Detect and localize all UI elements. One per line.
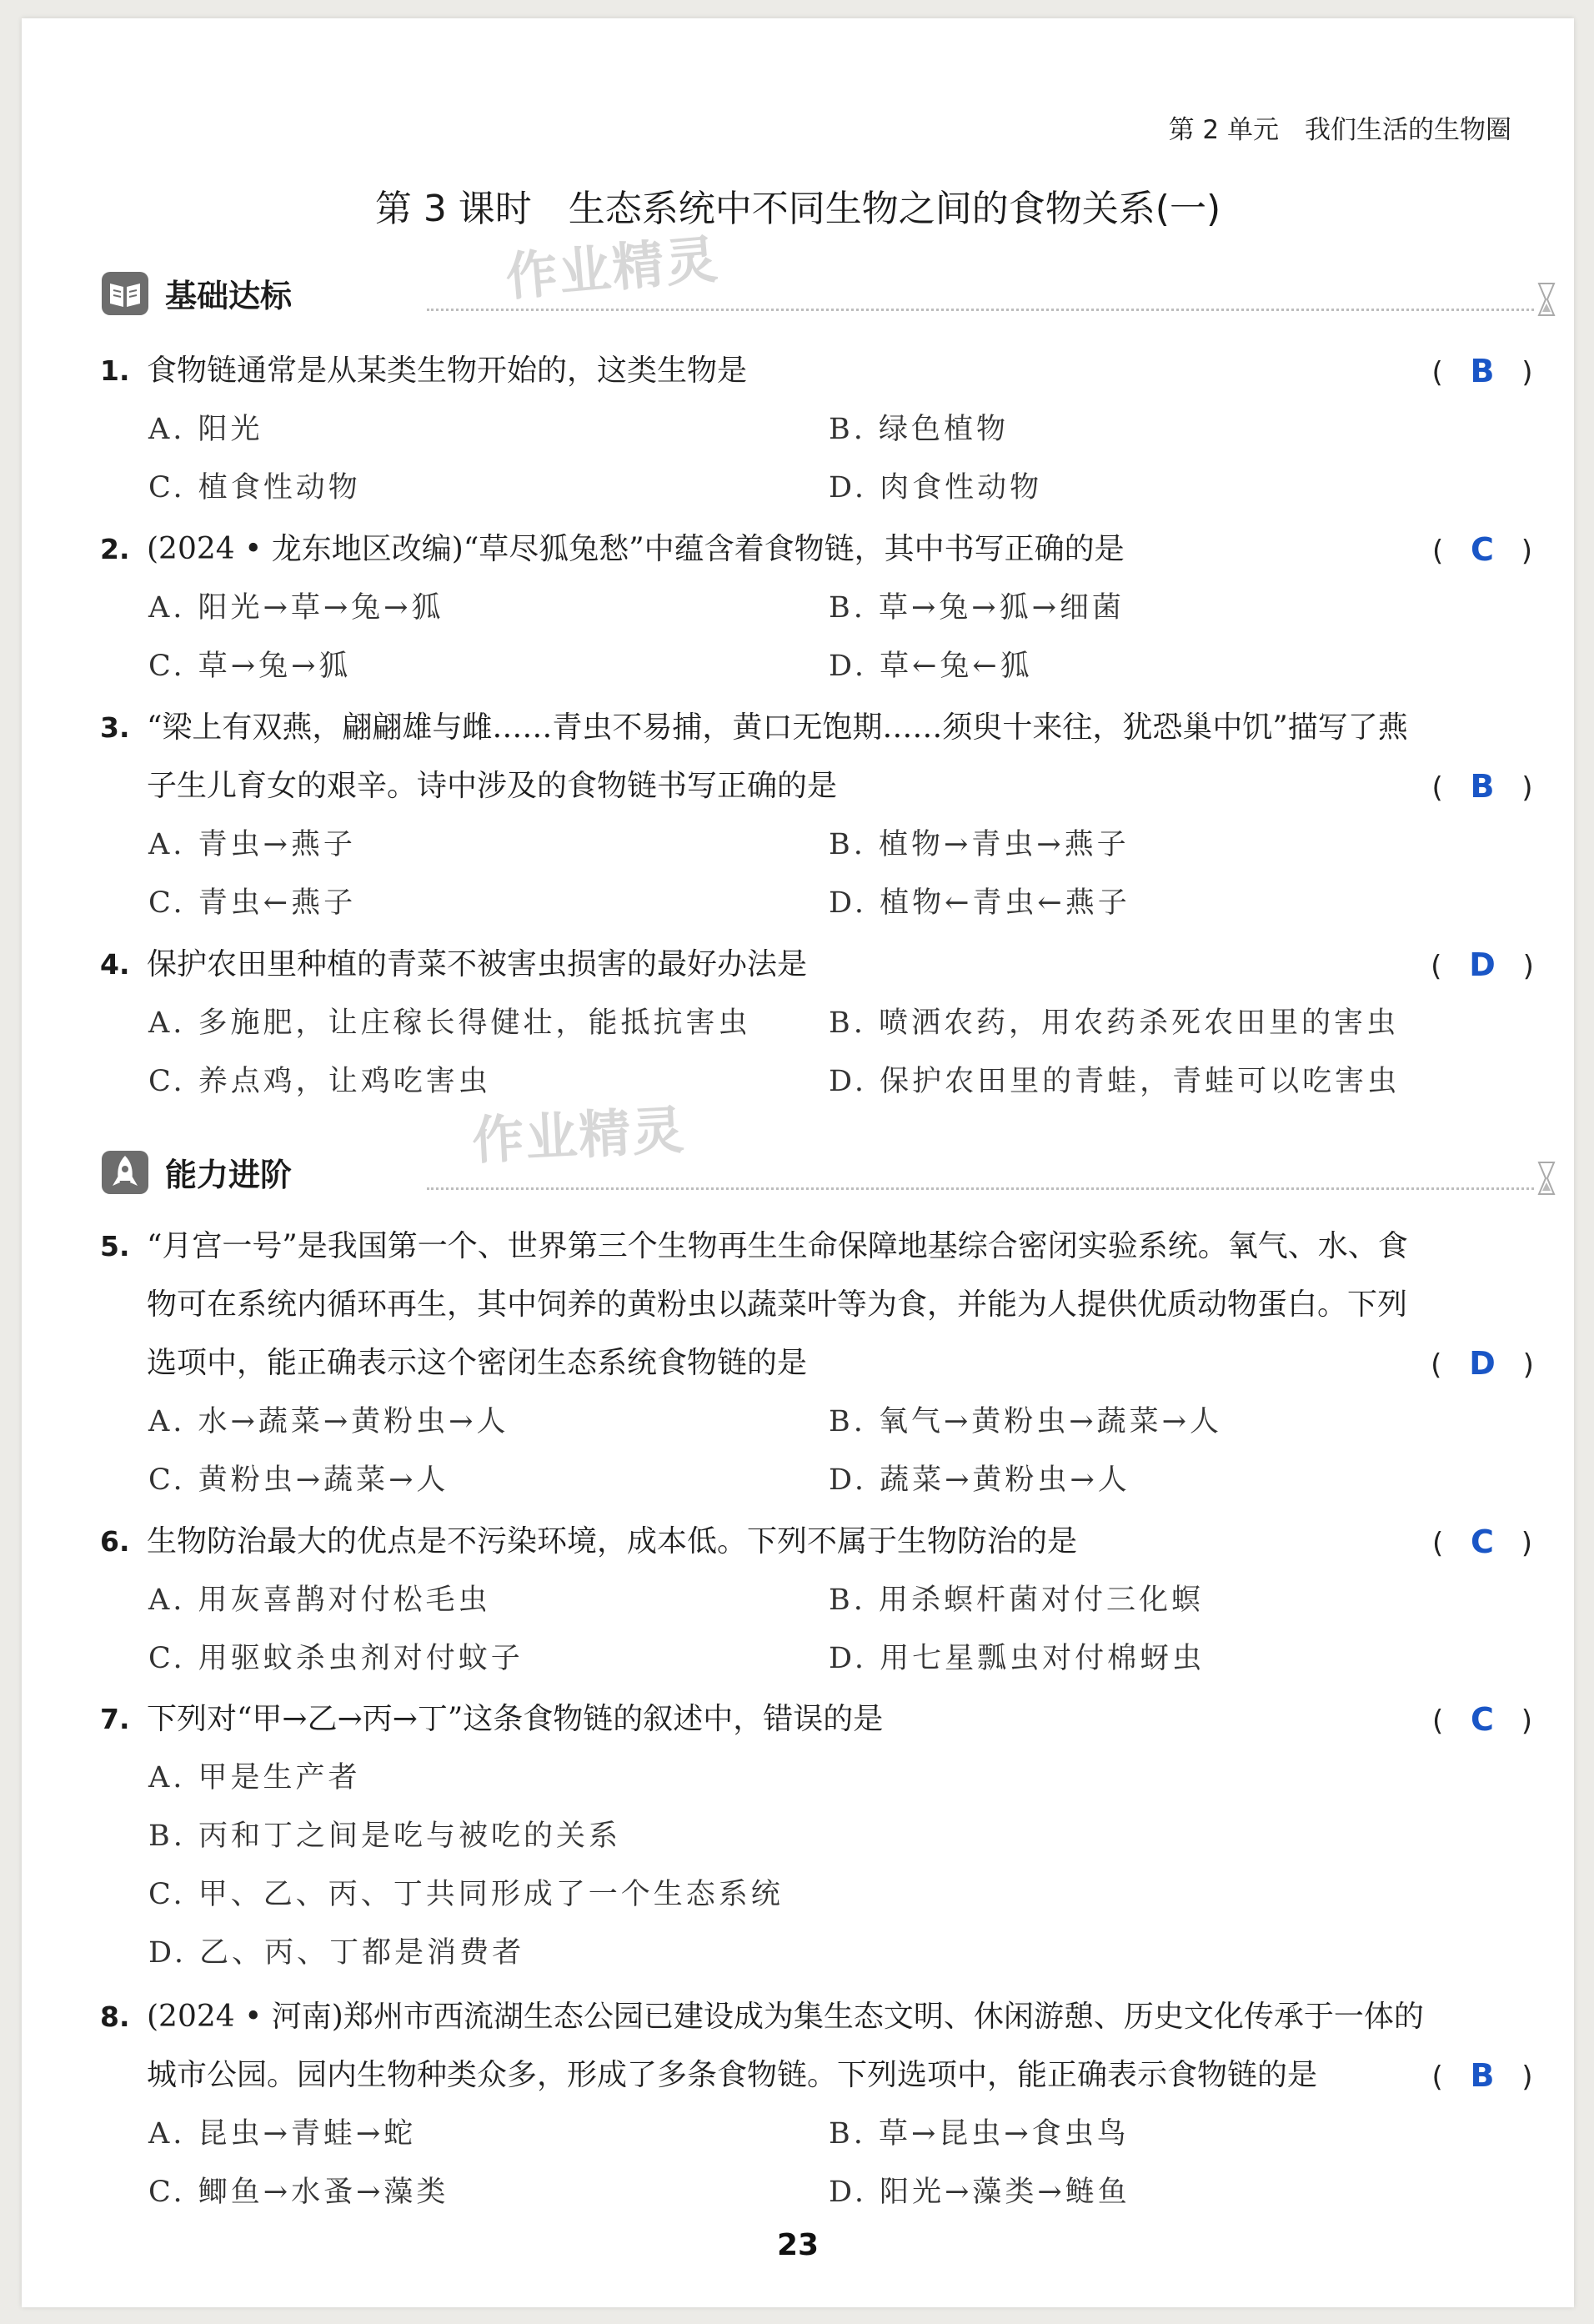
section-divider bbox=[427, 1187, 1534, 1190]
question-5 bbox=[100, 1217, 1534, 1509]
option-b: B. 草→昆虫→食虫鸟 bbox=[829, 2117, 1130, 2151]
answer-value: D bbox=[1469, 1345, 1496, 1382]
question-8 bbox=[100, 1988, 1534, 2221]
question-4 bbox=[100, 936, 1534, 1111]
option-c: C. 青虫←燕子 bbox=[148, 886, 357, 920]
hourglass-icon bbox=[1534, 1159, 1559, 1197]
option-c: C. 鲫鱼→水蚤→藻类 bbox=[148, 2176, 449, 2209]
page-number: 23 bbox=[776, 2228, 820, 2262]
question-3 bbox=[100, 699, 1534, 932]
section-header-basic bbox=[100, 267, 1559, 319]
watermark-logo: 作业精灵 bbox=[503, 228, 722, 308]
option-c: C. 草→兔→狐 bbox=[148, 650, 352, 683]
option-d: D. 阳光→藻类→鲢鱼 bbox=[829, 2176, 1130, 2209]
option-a: A. 阳光 bbox=[148, 413, 263, 446]
lesson-title: 第 3 课时 生态系统中不同生物之间的食物关系(一) bbox=[374, 188, 1221, 230]
question-text: (2024 • 河南)郑州市西流湖生态公园已建设成为集生态文明、休闲游憩、历史文化传承于一体的 bbox=[147, 2000, 1424, 2034]
question-text: 下列对“甲→乙→丙→丁”这条食物链的叙述中，错误的是 bbox=[147, 1702, 884, 1736]
answer-bracket: ( C ) bbox=[1431, 1701, 1533, 1738]
question-7 bbox=[100, 1690, 1534, 1982]
option-d: D. 植物←青虫←燕子 bbox=[829, 886, 1130, 920]
unit-header: 第 2 单元 我们生活的生物圈 bbox=[1168, 115, 1511, 145]
hourglass-icon bbox=[1534, 280, 1559, 319]
question-1 bbox=[100, 342, 1534, 517]
answer-bracket: ( C ) bbox=[1431, 531, 1533, 568]
answer-value: C bbox=[1471, 1701, 1494, 1738]
question-2 bbox=[100, 520, 1534, 695]
question-text: (2024 • 龙东地区改编)“草尽狐兔愁”中蕴含着食物链，其中书写正确的是 bbox=[147, 532, 1125, 566]
option-c: C. 用驱蚊杀虫剂对付蚊子 bbox=[148, 1642, 524, 1675]
option-a: A. 甲是生产者 bbox=[148, 1761, 361, 1794]
answer-value: D bbox=[1469, 946, 1496, 983]
option-c: C. 植食性动物 bbox=[148, 471, 361, 504]
question-number: 8. bbox=[100, 2000, 130, 2033]
answer-bracket: ( B ) bbox=[1431, 2057, 1533, 2094]
section-label: 能力进阶 bbox=[165, 1157, 293, 1193]
option-b: B. 喷洒农药，用农药杀死农田里的害虫 bbox=[829, 1006, 1399, 1040]
option-d: D. 肉食性动物 bbox=[829, 471, 1043, 504]
answer-value: B bbox=[1470, 2057, 1495, 2094]
question-number: 5. bbox=[100, 1230, 130, 1262]
option-b: B. 植物→青虫→燕子 bbox=[829, 828, 1130, 861]
answer-bracket: ( B ) bbox=[1431, 768, 1533, 805]
answer-bracket: ( D ) bbox=[1431, 946, 1534, 983]
question-number: 3. bbox=[100, 711, 130, 744]
question-number: 7. bbox=[100, 1703, 130, 1735]
question-number: 2. bbox=[100, 533, 130, 565]
question-text: 物可在系统内循环再生，其中饲养的黄粉虫以蔬菜叶等为食，并能为人提供优质动物蛋白。下列 bbox=[147, 1287, 1408, 1322]
option-d: D. 乙、丙、丁都是消费者 bbox=[148, 1936, 525, 1970]
answer-value: C bbox=[1471, 531, 1494, 568]
option-c: C. 养点鸡，让鸡吃害虫 bbox=[148, 1065, 491, 1098]
section-divider bbox=[427, 309, 1534, 311]
option-b: B. 氧气→黄粉虫→蔬菜→人 bbox=[829, 1405, 1222, 1438]
option-d: D. 保护农田里的青蛙，青蛙可以吃害虫 bbox=[829, 1065, 1401, 1098]
option-a: A. 多施肥，让庄稼长得健壮，能抵抗害虫 bbox=[148, 1006, 751, 1040]
option-c: C. 甲、乙、丙、丁共同形成了一个生态系统 bbox=[148, 1878, 784, 1911]
answer-value: C bbox=[1471, 1523, 1494, 1560]
option-d: D. 蔬菜→黄粉虫→人 bbox=[829, 1463, 1130, 1497]
answer-value: B bbox=[1470, 768, 1495, 805]
worksheet-page bbox=[22, 18, 1574, 2307]
answer-value: B bbox=[1470, 353, 1495, 389]
answer-bracket: ( B ) bbox=[1431, 353, 1533, 389]
question-text: “梁上有双燕，翩翩雄与雌……青虫不易捕，黄口无饱期……须臾十来往，犹恐巢中饥”描写了燕 bbox=[147, 710, 1408, 745]
answer-bracket: ( C ) bbox=[1431, 1523, 1533, 1560]
option-b: B. 草→兔→狐→细菌 bbox=[829, 591, 1125, 625]
option-b: B. 丙和丁之间是吃与被吃的关系 bbox=[148, 1820, 621, 1853]
rocket-icon bbox=[100, 1149, 150, 1196]
section-header-advanced bbox=[100, 1146, 1559, 1197]
question-number: 6. bbox=[100, 1525, 130, 1558]
option-b: B. 绿色植物 bbox=[829, 413, 1009, 446]
option-d: D. 用七星瓢虫对付棉蚜虫 bbox=[829, 1642, 1206, 1675]
watermark-logo: 作业精灵 bbox=[470, 1099, 688, 1172]
option-a: A. 水→蔬菜→黄粉虫→人 bbox=[148, 1405, 509, 1438]
option-a: A. 青虫→燕子 bbox=[148, 828, 356, 861]
answer-bracket: ( D ) bbox=[1431, 1345, 1534, 1382]
question-text: “月宫一号”是我国第一个、世界第三个生物再生生命保障地基综合密闭实验系统。氧气、水、食 bbox=[147, 1229, 1408, 1263]
section-label: 基础达标 bbox=[165, 278, 293, 314]
question-text: 保护农田里种植的青菜不被害虫损害的最好办法是 bbox=[147, 947, 808, 981]
option-d: D. 草←兔←狐 bbox=[829, 650, 1033, 683]
question-text: 选项中，能正确表示这个密闭生态系统食物链的是 bbox=[147, 1346, 808, 1380]
question-number: 1. bbox=[100, 354, 130, 387]
option-b: B. 用杀螟杆菌对付三化螟 bbox=[829, 1584, 1204, 1617]
question-6 bbox=[100, 1513, 1534, 1688]
question-number: 4. bbox=[100, 948, 130, 981]
question-text: 城市公园。园内生物种类众多，形成了多条食物链。下列选项中，能正确表示食物链的是 bbox=[147, 2058, 1318, 2092]
question-text: 生物防治最大的优点是不污染环境，成本低。下列不属于生物防治的是 bbox=[147, 1524, 1078, 1559]
option-a: A. 阳光→草→兔→狐 bbox=[148, 591, 444, 625]
option-a: A. 用灰喜鹊对付松毛虫 bbox=[148, 1584, 491, 1617]
option-c: C. 黄粉虫→蔬菜→人 bbox=[148, 1463, 449, 1497]
question-text: 食物链通常是从某类生物开始的，这类生物是 bbox=[147, 354, 748, 388]
question-text: 子生儿育女的艰辛。诗中涉及的食物链书写正确的是 bbox=[147, 769, 838, 803]
book-icon bbox=[100, 270, 150, 317]
option-a: A. 昆虫→青蛙→蛇 bbox=[148, 2117, 417, 2151]
